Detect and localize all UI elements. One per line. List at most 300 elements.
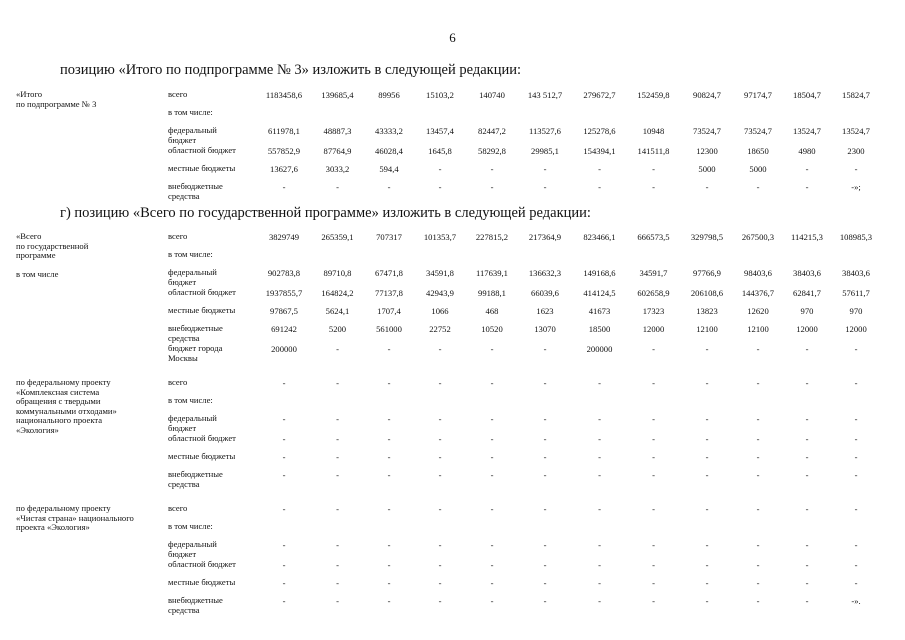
table-cell: - [805, 540, 809, 550]
table-cell: - [854, 504, 858, 514]
table-cell: - [652, 504, 655, 514]
table-cell: 1937855,7 [265, 288, 303, 298]
table-cell: 611978,1 [268, 126, 300, 136]
table-cell: 200000 [586, 344, 613, 354]
table-cell: - [756, 504, 760, 514]
table-cell [257, 108, 311, 126]
table-cell: - [652, 540, 655, 550]
table-cell: - [805, 452, 809, 462]
table-cell: 89710,8 [323, 268, 352, 278]
table-cell: 90824,7 [693, 90, 721, 100]
table-cell: - [490, 164, 494, 174]
table-cell: 113527,6 [529, 126, 561, 136]
table-cell: - [543, 344, 547, 354]
table-cell: - [490, 344, 494, 354]
table-cell: - [705, 560, 709, 570]
table-cell: - [598, 578, 601, 588]
funding-source-label: в том числе: [168, 249, 213, 259]
table-cell: - [652, 470, 655, 480]
table-cell: - [438, 452, 442, 462]
table-cell: - [336, 578, 339, 588]
table-cell: 5000 [698, 164, 716, 174]
table-cell: - [756, 470, 760, 480]
table-cell: - [598, 414, 601, 424]
table-cell: - [543, 378, 547, 388]
funding-source-label: областной бюджет [168, 287, 236, 297]
funding-source-label: федеральный бюджет [168, 413, 217, 433]
table-cell [572, 108, 627, 126]
table-cell: - [756, 378, 760, 388]
table-cell: 46028,4 [375, 146, 403, 156]
funding-source-label: в том числе: [168, 521, 213, 531]
table-cell: - [705, 344, 709, 354]
table-cell: 13627,6 [270, 164, 298, 174]
table-cell: - [282, 540, 286, 550]
table-cell: - [854, 434, 858, 444]
table-cell: - [438, 344, 442, 354]
spacer-cell [15, 490, 880, 504]
table-cell: - [805, 504, 809, 514]
table-cell: - [543, 596, 547, 606]
table-row [15, 504, 880, 522]
funding-source-label: внебюджетные средства [168, 323, 223, 343]
table-cell: - [854, 560, 858, 570]
table-cell [364, 250, 414, 268]
table-cell: 3829749 [268, 232, 300, 242]
table-cell: - [387, 344, 391, 354]
funding-source-label: областной бюджет [168, 145, 236, 155]
table-cell: - [854, 452, 858, 462]
funding-source-label: в том числе: [168, 395, 213, 405]
table-cell: - [805, 596, 809, 606]
table-cell: 13524,7 [793, 126, 821, 136]
table-cell: - [490, 560, 494, 570]
table-cell: - [854, 344, 858, 354]
table-cell: 18504,7 [793, 90, 821, 100]
table-cell: - [490, 378, 494, 388]
table-cell: 117639,1 [476, 268, 508, 278]
table-cell: - [705, 470, 709, 480]
funding-source-label: местные бюджеты [168, 305, 236, 315]
table-cell: 62841,7 [793, 288, 821, 298]
table-cell: - [652, 378, 655, 388]
table-cell: 89956 [378, 90, 400, 100]
table-cell [734, 396, 782, 414]
table-cell: - [336, 540, 339, 550]
table-cell: 12620 [747, 306, 769, 316]
table-cell: - [705, 182, 709, 192]
funding-source-label: всего [168, 89, 188, 99]
table-cell: 38403,6 [842, 268, 870, 278]
table-cell: 48887,3 [323, 126, 352, 136]
table-cell [311, 108, 364, 126]
table-cell: 707317 [376, 232, 402, 242]
table-cell: - [387, 596, 391, 606]
table-cell: - [387, 540, 391, 550]
heading-state-program: г) позицию «Всего по государственной программе» изложить в следующей редакции: [60, 205, 591, 221]
table-cell [680, 250, 734, 268]
table-cell: - [854, 578, 858, 588]
table-cell: 18650 [747, 146, 769, 156]
table-cell: 97174,7 [744, 90, 772, 100]
table-cell: 77137,8 [375, 288, 403, 298]
table-cell: 66039,6 [531, 288, 559, 298]
table-cell: 125278,6 [583, 126, 616, 136]
table-cell: 38403,6 [793, 268, 821, 278]
table-cell: - [387, 470, 391, 480]
table-cell: 13457,4 [426, 126, 454, 136]
table-cell: 22752 [429, 324, 451, 334]
table-cell: - [490, 414, 494, 424]
table-cell: 108985,3 [839, 232, 873, 242]
table-cell: - [543, 470, 547, 480]
table-cell [311, 250, 364, 268]
table-cell: - [282, 596, 286, 606]
table-cell: 206108,6 [690, 288, 724, 298]
row-group-label: по федеральному проекту «Комплексная система обращения с твердыми коммунальными отходами» национального проекта «Экология» [16, 377, 117, 435]
table-cell: 67471,8 [375, 268, 403, 278]
table-cell: - [598, 540, 601, 550]
table-cell: - [438, 560, 442, 570]
table-cell: 902783,8 [267, 268, 301, 278]
table-cell: 5000 [749, 164, 767, 174]
table-cell: - [598, 182, 601, 192]
table-cell: - [282, 378, 286, 388]
table-cell: 58292,8 [478, 146, 506, 156]
table-cell: - [705, 504, 709, 514]
table-cell: 73524,7 [693, 126, 721, 136]
funding-source-label: областной бюджет [168, 433, 236, 443]
table-cell: - [282, 452, 286, 462]
table-cell: -»; [851, 182, 861, 192]
funding-source-label: местные бюджеты [168, 577, 236, 587]
table-cell [680, 396, 734, 414]
table-cell: - [805, 164, 809, 174]
table-state-program [15, 232, 880, 616]
table-cell: 101353,7 [423, 232, 457, 242]
table-cell: - [490, 596, 494, 606]
table-cell: - [490, 452, 494, 462]
table-cell: 602658,9 [637, 288, 670, 298]
table-cell: - [598, 470, 601, 480]
table-cell: 12100 [747, 324, 769, 334]
table-cell: - [705, 540, 709, 550]
table-cell: 97867,5 [270, 306, 298, 316]
table-cell: - [652, 596, 655, 606]
table-cell [782, 396, 832, 414]
table-cell: 4980 [798, 146, 816, 156]
table-cell: 200000 [271, 344, 297, 354]
table-cell: 43333,2 [375, 126, 403, 136]
table-cell: 152459,8 [637, 90, 670, 100]
table-cell: - [387, 182, 391, 192]
table-cell: - [805, 414, 809, 424]
table-cell: - [490, 434, 494, 444]
table-cell [782, 108, 832, 126]
table-row [15, 378, 880, 396]
table-cell: - [805, 470, 809, 480]
table-cell: - [543, 540, 547, 550]
table-cell: 267500,3 [741, 232, 775, 242]
table-cell: - [282, 578, 286, 588]
table-cell: - [598, 452, 601, 462]
funding-source-label: всего [168, 231, 188, 241]
table-cell: - [543, 504, 547, 514]
table-cell: 3033,2 [325, 164, 350, 174]
table-cell: 98403,6 [744, 268, 772, 278]
table-cell: - [756, 452, 760, 462]
table-cell [311, 396, 364, 414]
table-cell [311, 522, 364, 540]
table-cell: - [282, 182, 286, 192]
table-cell: - [652, 578, 655, 588]
table-cell [734, 250, 782, 268]
table-cell: - [438, 414, 442, 424]
table-cell: - [805, 434, 809, 444]
table-cell: - [387, 378, 391, 388]
table-cell: 29985,1 [531, 146, 559, 156]
table-cell: - [336, 596, 339, 606]
table-cell: - [756, 344, 760, 354]
table-cell: 5624,1 [325, 306, 350, 316]
table-cell: - [543, 182, 547, 192]
table-cell [364, 396, 414, 414]
funding-source-label: местные бюджеты [168, 451, 236, 461]
table-cell: 149168,6 [583, 268, 616, 278]
table-cell: - [598, 434, 601, 444]
table-cell: 41673 [588, 306, 611, 316]
table-cell [572, 250, 627, 268]
table-cell [734, 522, 782, 540]
table-cell [414, 250, 466, 268]
table-cell: - [543, 560, 547, 570]
table-cell: - [438, 540, 442, 550]
table-cell: - [756, 182, 760, 192]
table-cell: 140740 [479, 90, 505, 100]
table-cell: 73524,7 [744, 126, 772, 136]
table-cell: 114215,3 [791, 232, 823, 242]
table-cell: -». [851, 596, 861, 606]
table-cell: - [756, 434, 760, 444]
table-cell: 34591,8 [426, 268, 454, 278]
table-cell: - [336, 560, 339, 570]
table-cell: 18500 [588, 324, 611, 334]
table-cell: 42943,9 [426, 288, 454, 298]
funding-source-label: областной бюджет [168, 559, 236, 569]
table-cell: 17323 [642, 306, 665, 316]
table-cell: 15103,2 [426, 90, 454, 100]
table-cell: - [336, 452, 339, 462]
table-cell [518, 108, 572, 126]
table-cell: 143 512,7 [527, 90, 563, 100]
table-cell: - [598, 378, 601, 388]
table-cell: - [336, 344, 339, 354]
table-cell: - [854, 378, 858, 388]
table-cell [782, 522, 832, 540]
table-cell: - [438, 596, 442, 606]
table-cell [257, 396, 311, 414]
table-cell: - [705, 378, 709, 388]
funding-source-label: федеральный бюджет [168, 125, 217, 145]
table-cell: 557852,9 [267, 146, 301, 156]
table-cell: 82447,2 [478, 126, 506, 136]
table-cell: 1707,4 [377, 306, 401, 316]
table-cell: - [336, 182, 339, 192]
table-cell [518, 396, 572, 414]
table-cell: - [805, 182, 809, 192]
table-cell: 154394,1 [583, 146, 616, 156]
table-cell: - [598, 560, 601, 570]
table-cell: - [336, 470, 339, 480]
table-cell [832, 250, 880, 268]
funding-source-label: всего [168, 503, 188, 513]
table-cell: 1183458,6 [265, 90, 303, 100]
table-cell [832, 108, 880, 126]
table-cell: - [805, 344, 809, 354]
table-cell: - [336, 504, 339, 514]
table-cell: - [543, 164, 547, 174]
row-group-label: «Итого по подпрограмме № 3 [16, 89, 97, 109]
table-cell: - [652, 344, 655, 354]
table-cell: - [598, 504, 601, 514]
table-cell: 144376,7 [741, 288, 775, 298]
table-row [15, 90, 880, 108]
table-cell [257, 250, 311, 268]
table-cell [466, 108, 518, 126]
row-group-label: по федеральному проекту «Чистая страна» национального проекта «Экология» [16, 503, 134, 533]
table-cell: 823466,1 [583, 232, 616, 242]
table-cell [364, 108, 414, 126]
table-cell: - [282, 414, 286, 424]
table-cell: 12300 [696, 146, 718, 156]
table-cell: 34591,7 [639, 268, 668, 278]
table-cell: 414124,5 [583, 288, 616, 298]
table-cell [832, 396, 880, 414]
table-cell: - [387, 504, 391, 514]
table-cell: - [756, 414, 760, 424]
table-cell: - [438, 470, 442, 480]
table-cell: - [387, 434, 391, 444]
table-cell: - [756, 596, 760, 606]
table-cell: 594,4 [379, 164, 399, 174]
funding-source-label: федеральный бюджет [168, 539, 217, 559]
table-cell: - [805, 378, 809, 388]
table-cell [257, 522, 311, 540]
table-cell: 13524,7 [842, 126, 870, 136]
table-cell: 12100 [696, 324, 718, 334]
table-cell: 970 [800, 306, 814, 316]
table-cell: 217364,9 [528, 232, 562, 242]
table-cell: 136632,3 [528, 268, 562, 278]
table-cell: - [387, 414, 391, 424]
table-cell [466, 396, 518, 414]
table-cell: - [652, 452, 655, 462]
table-cell: - [652, 434, 655, 444]
table-cell: 87764,9 [323, 146, 352, 156]
page-number: 6 [449, 30, 456, 45]
table-cell [680, 522, 734, 540]
table-cell: - [336, 378, 339, 388]
table-cell [782, 250, 832, 268]
table-cell: - [438, 434, 442, 444]
table-cell: - [490, 470, 494, 480]
spacer-cell [15, 364, 880, 378]
table-cell: - [652, 560, 655, 570]
table-cell: 1645,8 [428, 146, 452, 156]
table-cell: - [438, 182, 442, 192]
table-cell: - [282, 470, 286, 480]
table-cell [414, 108, 466, 126]
table-cell: 10520 [481, 324, 503, 334]
table-cell: - [490, 504, 494, 514]
table-cell: 10948 [642, 126, 665, 136]
table-cell: 691242 [271, 324, 297, 334]
table-cell: - [705, 414, 709, 424]
table-cell: 99188,1 [478, 288, 506, 298]
table-cell: - [598, 596, 601, 606]
table-cell: - [438, 578, 442, 588]
table-cell: 561000 [376, 324, 402, 334]
table-cell: - [854, 414, 858, 424]
table-cell [627, 108, 680, 126]
table-cell: 468 [485, 306, 499, 316]
table-cell: - [805, 578, 809, 588]
table-cell [466, 250, 518, 268]
table-cell [680, 108, 734, 126]
table-cell: - [756, 540, 760, 550]
table-cell: - [490, 578, 494, 588]
table-cell: - [490, 182, 494, 192]
table-cell [414, 396, 466, 414]
table-cell: - [336, 414, 339, 424]
table-cell [518, 250, 572, 268]
table-cell: - [543, 452, 547, 462]
table-cell: 5200 [328, 324, 347, 334]
table-cell: - [282, 434, 286, 444]
table-cell: - [438, 378, 442, 388]
table-cell: 666573,5 [637, 232, 670, 242]
table-cell: - [438, 504, 442, 514]
table-cell: 13823 [696, 306, 718, 316]
table-cell: - [756, 578, 760, 588]
table-cell: 139685,4 [321, 90, 354, 100]
table-cell: - [282, 560, 286, 570]
table-cell [466, 522, 518, 540]
table-cell: 12000 [642, 324, 665, 334]
row-group-label: «Всего по государственной программе в том числе [16, 231, 89, 280]
table-cell: - [282, 504, 286, 514]
table-cell: - [705, 578, 709, 588]
table-cell: - [705, 596, 709, 606]
table-cell: 2300 [847, 146, 865, 156]
table-cell: - [854, 164, 858, 174]
table-cell: - [490, 540, 494, 550]
table-cell [364, 522, 414, 540]
table-cell [627, 250, 680, 268]
heading-subprogram-3: позицию «Итого по подпрограмме № 3» изложить в следующей редакции: [60, 62, 522, 78]
table-cell: - [854, 540, 858, 550]
table-cell: 141511,8 [637, 146, 670, 156]
table-cell: 279672,7 [583, 90, 616, 100]
funding-source-label: внебюджетные средства [168, 595, 223, 615]
table-cell [518, 522, 572, 540]
table-cell [832, 522, 880, 540]
table-cell: 15824,7 [842, 90, 870, 100]
table-row [15, 232, 880, 250]
table-cell: - [543, 414, 547, 424]
table-cell: - [438, 164, 442, 174]
table-cell: 329798,5 [690, 232, 724, 242]
